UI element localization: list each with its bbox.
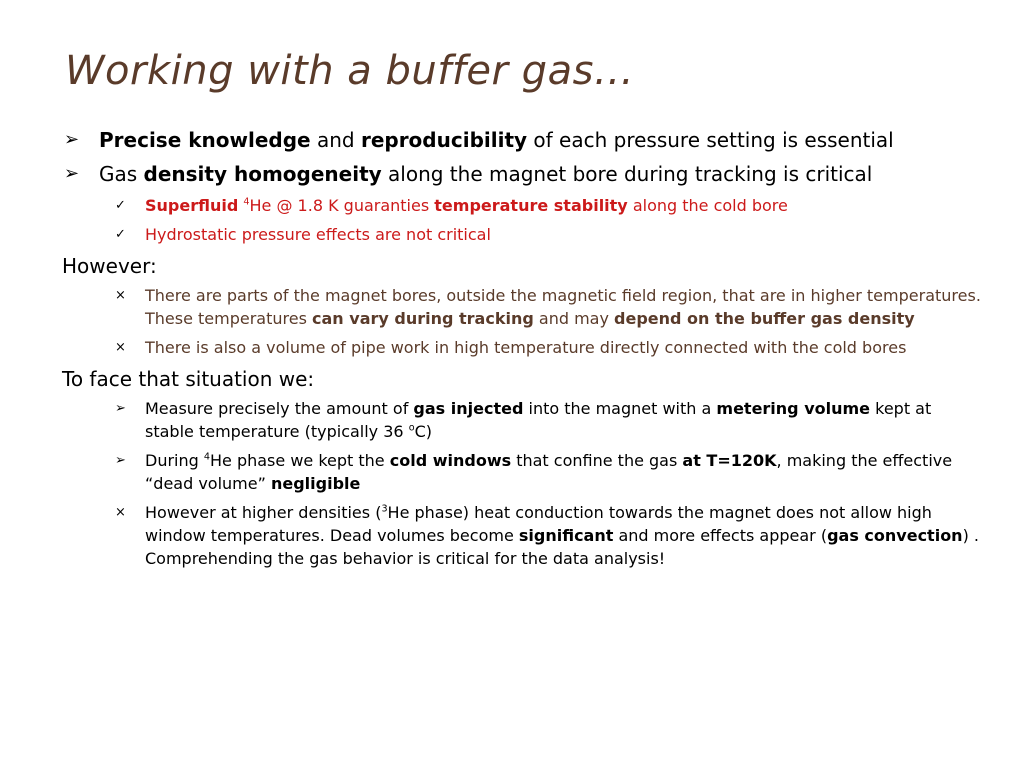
- bold-text: metering volume: [716, 399, 871, 418]
- bold-text: at T=120K: [682, 451, 777, 470]
- sub-bullet-cold-windows: [62, 449, 982, 495]
- face-situation-heading: To face that situation we:: [62, 367, 315, 391]
- sub-bullet-higher-densities: [62, 501, 982, 570]
- arrow-bullet-icon: ➢: [64, 129, 80, 150]
- bold-text: can vary during tracking: [312, 309, 534, 328]
- cross-bullet-icon: ×: [115, 288, 126, 303]
- text: He phase we kept the: [209, 451, 390, 470]
- bold-text: significant: [518, 526, 614, 545]
- arrow-bullet-icon: ➢: [115, 401, 126, 416]
- text: , making the effective “dead volume”: [145, 451, 953, 493]
- bullet-precise-knowledge: [62, 126, 982, 154]
- text: Hydrostatic pressure effects are not critical: [145, 225, 491, 244]
- text: ) . Comprehending the gas behavior is critical for the data analysis!: [145, 526, 979, 568]
- superscript: 4: [243, 196, 250, 208]
- bold-text: reproducibility: [360, 128, 528, 152]
- arrow-bullet-icon: ➢: [115, 453, 126, 468]
- text: There are parts of the magnet bores, outside the magnetic field region, that are in higher temperatures. These temperatures: [145, 286, 981, 328]
- check-bullet-icon: ✓: [115, 227, 126, 242]
- text: Measure precisely the amount of: [145, 399, 414, 418]
- superscript: o: [408, 422, 415, 434]
- text: During: [145, 451, 204, 470]
- sub-bullet-superfluid: [62, 194, 982, 217]
- text: However at higher densities (: [145, 503, 382, 522]
- text: kept at stable temperature (typically 36: [145, 399, 932, 441]
- slide-body: [62, 126, 982, 576]
- bullet-density-homogeneity: [62, 160, 982, 188]
- bold-text: cold windows: [389, 451, 512, 470]
- bold-text: Superfluid: [145, 196, 239, 215]
- bold-text: negligible: [270, 474, 361, 493]
- slide-title: Working with a buffer gas…: [65, 48, 635, 94]
- sub-bullet-magnet-bores: [62, 284, 982, 330]
- bold-text: density homogeneity: [143, 162, 382, 186]
- check-bullet-icon: ✓: [115, 198, 126, 213]
- text: He phase) heat conduction towards the magnet does not allow high window temperatures. Dead volumes become: [145, 503, 932, 545]
- sub-bullet-measure: [62, 397, 982, 443]
- bold-text: depend on the buffer gas density: [614, 309, 915, 328]
- bold-text: gas convection: [827, 526, 963, 545]
- cross-bullet-icon: ×: [115, 340, 126, 355]
- bold-text: temperature stability: [434, 196, 628, 215]
- however-heading: However:: [62, 254, 157, 278]
- text: of each pressure setting is essential: [527, 128, 894, 152]
- text: Gas: [99, 162, 144, 186]
- text: He @ 1.8 K guaranties: [249, 196, 435, 215]
- bold-text: Precise knowledge: [99, 128, 311, 152]
- text: along the magnet bore during tracking is critical: [381, 162, 873, 186]
- sub-bullet-pipe-work: [62, 336, 982, 359]
- bold-text: gas injected: [413, 399, 524, 418]
- text: that confine the gas: [511, 451, 683, 470]
- superscript: 3: [381, 503, 388, 515]
- superscript: 4: [203, 451, 210, 463]
- cross-bullet-icon: ×: [115, 505, 126, 520]
- text: There is also a volume of pipe work in high temperature directly connected with the cold bores: [145, 338, 907, 357]
- text: into the magnet with a: [523, 399, 717, 418]
- text: and more effects appear (: [613, 526, 828, 545]
- sub-bullet-hydrostatic: [62, 223, 982, 246]
- text: C): [414, 422, 432, 441]
- arrow-bullet-icon: ➢: [64, 163, 80, 184]
- text: and: [310, 128, 361, 152]
- text: along the cold bore: [627, 196, 788, 215]
- text: and may: [533, 309, 615, 328]
